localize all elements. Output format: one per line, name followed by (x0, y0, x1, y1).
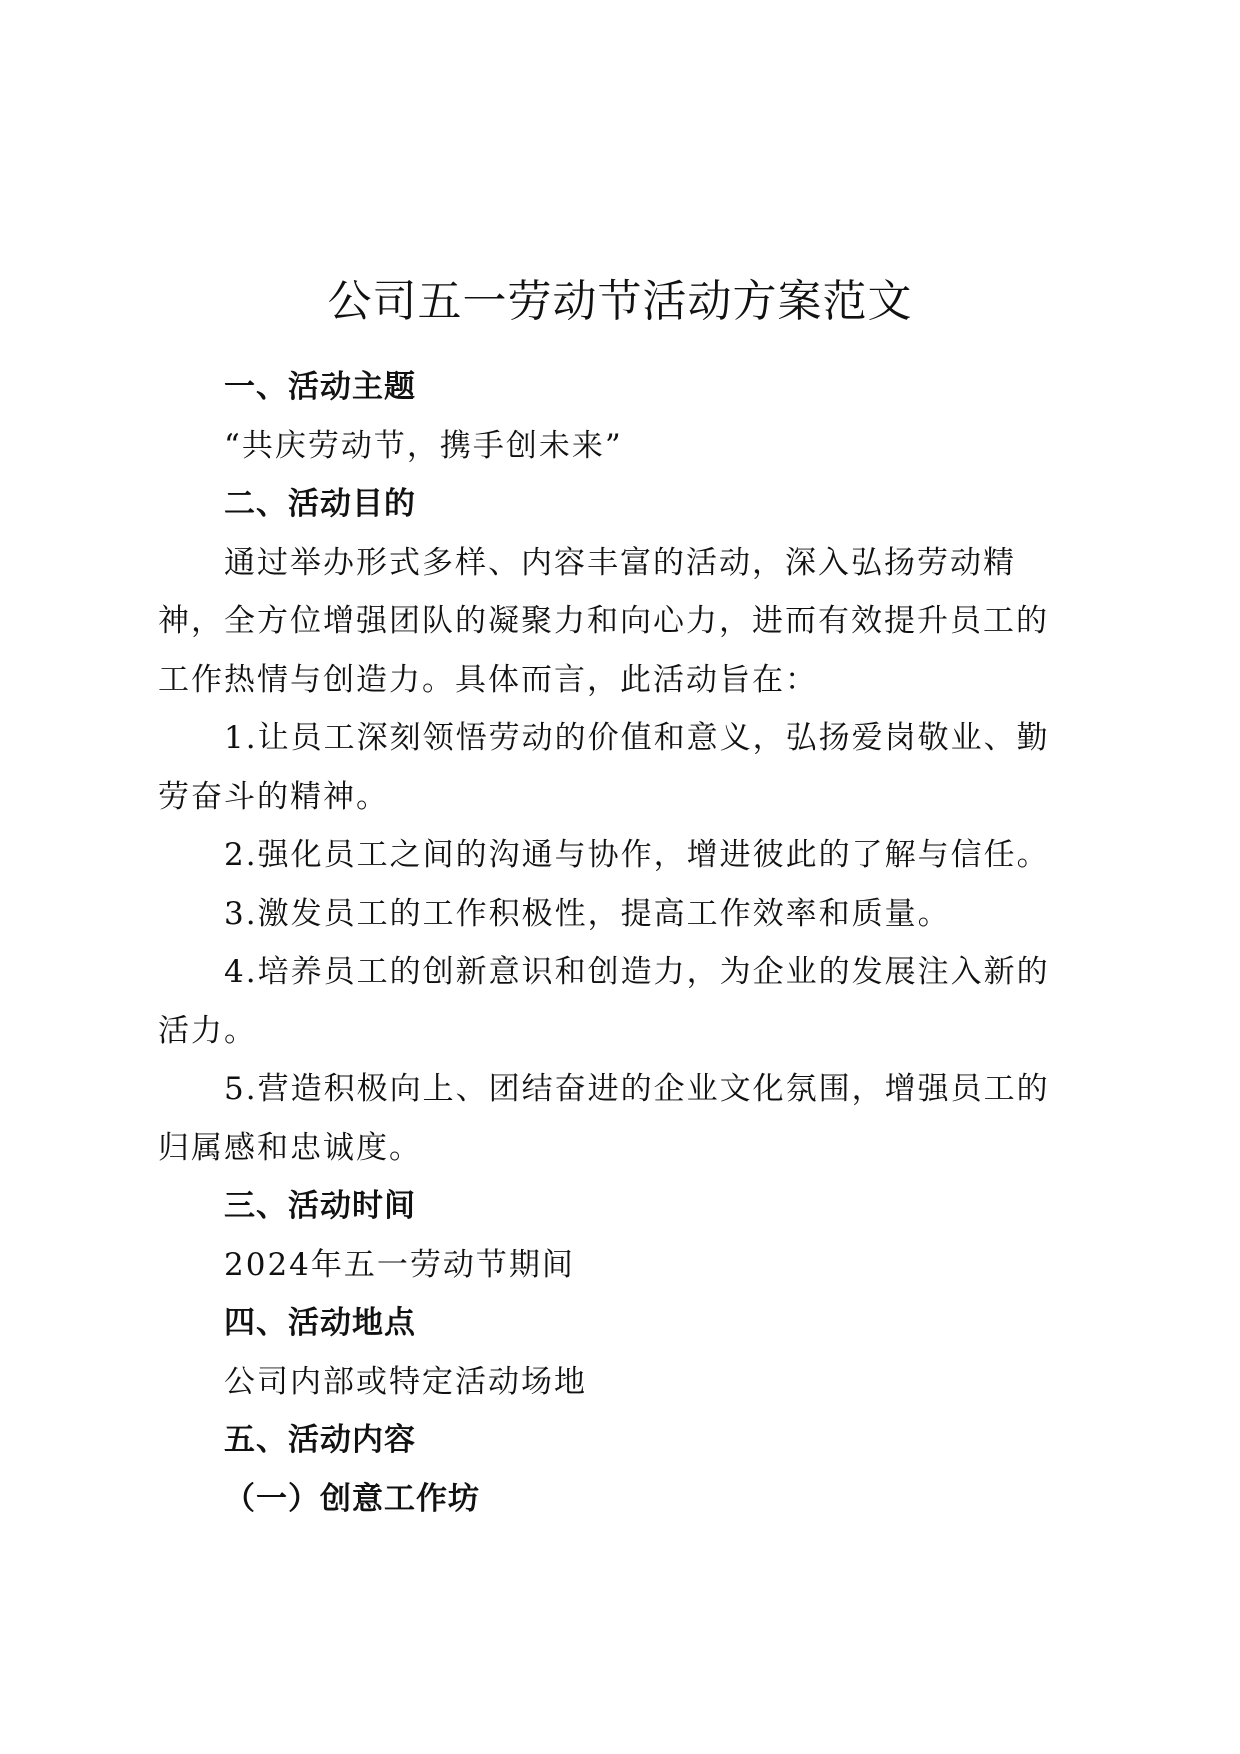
purpose-item-2: 2.强化员工之间的沟通与协作，增进彼此的了解与信任。 (224, 837, 1050, 873)
purpose-item-1: 1.让员工深刻领悟劳动的价值和意义，弘扬爱岗敬业、勤劳奋斗的精神。 (158, 720, 1050, 815)
section-heading-content: 五、活动内容 (224, 1422, 416, 1458)
document-title: 公司五一劳动节活动方案范文 (327, 276, 913, 327)
purpose-intro: 通过举办形式多样、内容丰富的活动，深入弘扬劳动精神，全方位增强团队的凝聚力和向心力，进而有效提升员工的工作热情与创造力。具体而言，此活动旨在： (158, 544, 1049, 698)
section-heading-purpose: 二、活动目的 (224, 486, 416, 522)
time-text: 2024年五一劳动节期间 (224, 1246, 575, 1283)
section-heading-location: 四、活动地点 (224, 1305, 416, 1341)
section-heading-theme: 一、活动主题 (224, 369, 416, 405)
subsection-heading-workshop: （一）创意工作坊 (224, 1480, 480, 1517)
document-body (158, 358, 1058, 1528)
theme-text: “共庆劳动节，携手创未来” (224, 427, 623, 464)
purpose-item-4: 4.培养员工的创新意识和创造力，为企业的发展注入新的活力。 (158, 954, 1050, 1049)
purpose-item-3: 3.激发员工的工作积极性，提高工作效率和质量。 (224, 895, 951, 932)
section-heading-time: 三、活动时间 (224, 1188, 416, 1224)
purpose-item-5: 5.营造积极向上、团结奋进的企业文化氛围，增强员工的归属感和忠诚度。 (158, 1071, 1050, 1166)
location-text: 公司内部或特定活动场地 (224, 1363, 587, 1400)
